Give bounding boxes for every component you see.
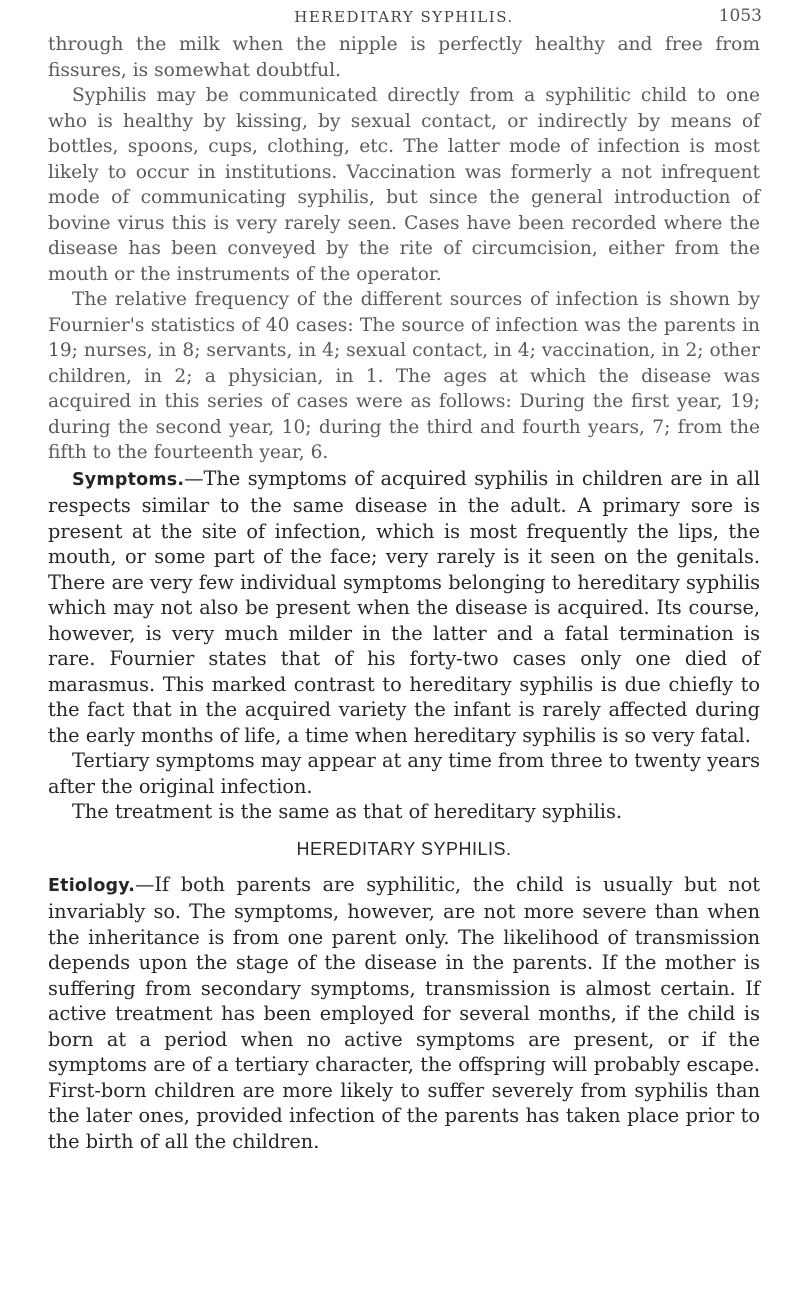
symptoms-block xyxy=(48,466,760,825)
paragraph-symptoms xyxy=(48,466,760,749)
paragraph-fournier-statistics: The relative frequency of the different sources of infection is shown by Fournier's statistics of 40 cases: The source of infection was the parents in 19; nurses, in 8; servants, in 4; sexual contact, in 4; vaccination, in 2; other children, in 2; a physician, in 1. The ages at which the disease was acquired in this series of cases were as follows: During the first year, 19; during the second year, 10; during the third and fourth years, 7; from the fifth to the fourteenth year, 6. xyxy=(48,289,760,463)
running-header xyxy=(48,0,760,30)
book-page xyxy=(48,0,760,1154)
running-title: HEREDITARY SYPHILIS. xyxy=(294,8,514,26)
section-heading: HEREDITARY SYPHILIS. xyxy=(296,838,512,859)
paragraph-treatment: The treatment is the same as that of hereditary syphilis. xyxy=(72,800,622,823)
etiology-text: —If both parents are syphilitic, the child is usually but not invariably so. The symptoms, however, are not more severe than when the inheritance is from one parent only. The likelihood of transmission depends upon the stage of the disease in the parents. If the mother is suffering from secondary symptoms, transmission is almost certain. If active treatment has been employed for several months, if the child is born at a period when no active symptoms are present, or if the symptoms are of a tertiary character, the offspring will probably escape. First-born children are more likely to suffer severely from syphilis than the later ones, provided infection of the parents has taken place prior to the birth of all the children. xyxy=(48,872,760,1153)
etiology-heading: Etiology. xyxy=(48,875,136,896)
paragraph-tertiary: Tertiary symptoms may appear at any time from three to twenty years after the original infection. xyxy=(48,749,760,798)
paragraph-direct-communication: Syphilis may be communicated directly from a syphilitic child to one who is healthy by kissing, by sexual contact, or indirectly by means of bottles, spoons, cups, clothing, etc. The latter mode of infection is most likely to occur in institutions. Vaccination was formerly a not infrequent mode of communicating syphilis, but since the general introduction of bovine virus this is very rarely seen. Cases have been recorded where the disease has been conveyed by the rite of circumcision, either from the mouth or the instruments of the operator. xyxy=(48,85,760,285)
page-number: 1053 xyxy=(718,6,762,26)
paragraph-etiology xyxy=(48,872,760,1155)
paragraph-milk-transmission: through the milk when the nipple is perfectly healthy and free from fissures, is somewhat doubtful. xyxy=(48,34,760,81)
symptoms-heading: Symptoms. xyxy=(72,469,185,490)
upper-text-block xyxy=(48,32,760,466)
symptoms-text: —The symptoms of acquired syphilis in children are in all respects similar to the same disease in the adult. A primary sore is present at the site of infection, which is most frequently the lips, the mouth, or some part of the face; very rarely is it seen on the genitals. There are very few individual symptoms belonging to hereditary syphilis which may not also be present when the disease is acquired. Its course, however, is very much milder in the latter and a fatal termination is rare. Fournier states that of his forty-two cases only one died of marasmus. This marked contrast to hereditary syphilis is due chiefly to the fact that in the acquired variety the infant is rarely affected during the early months of life, a time when hereditary syphilis is so very fatal. xyxy=(48,466,760,747)
etiology-block xyxy=(48,872,760,1155)
